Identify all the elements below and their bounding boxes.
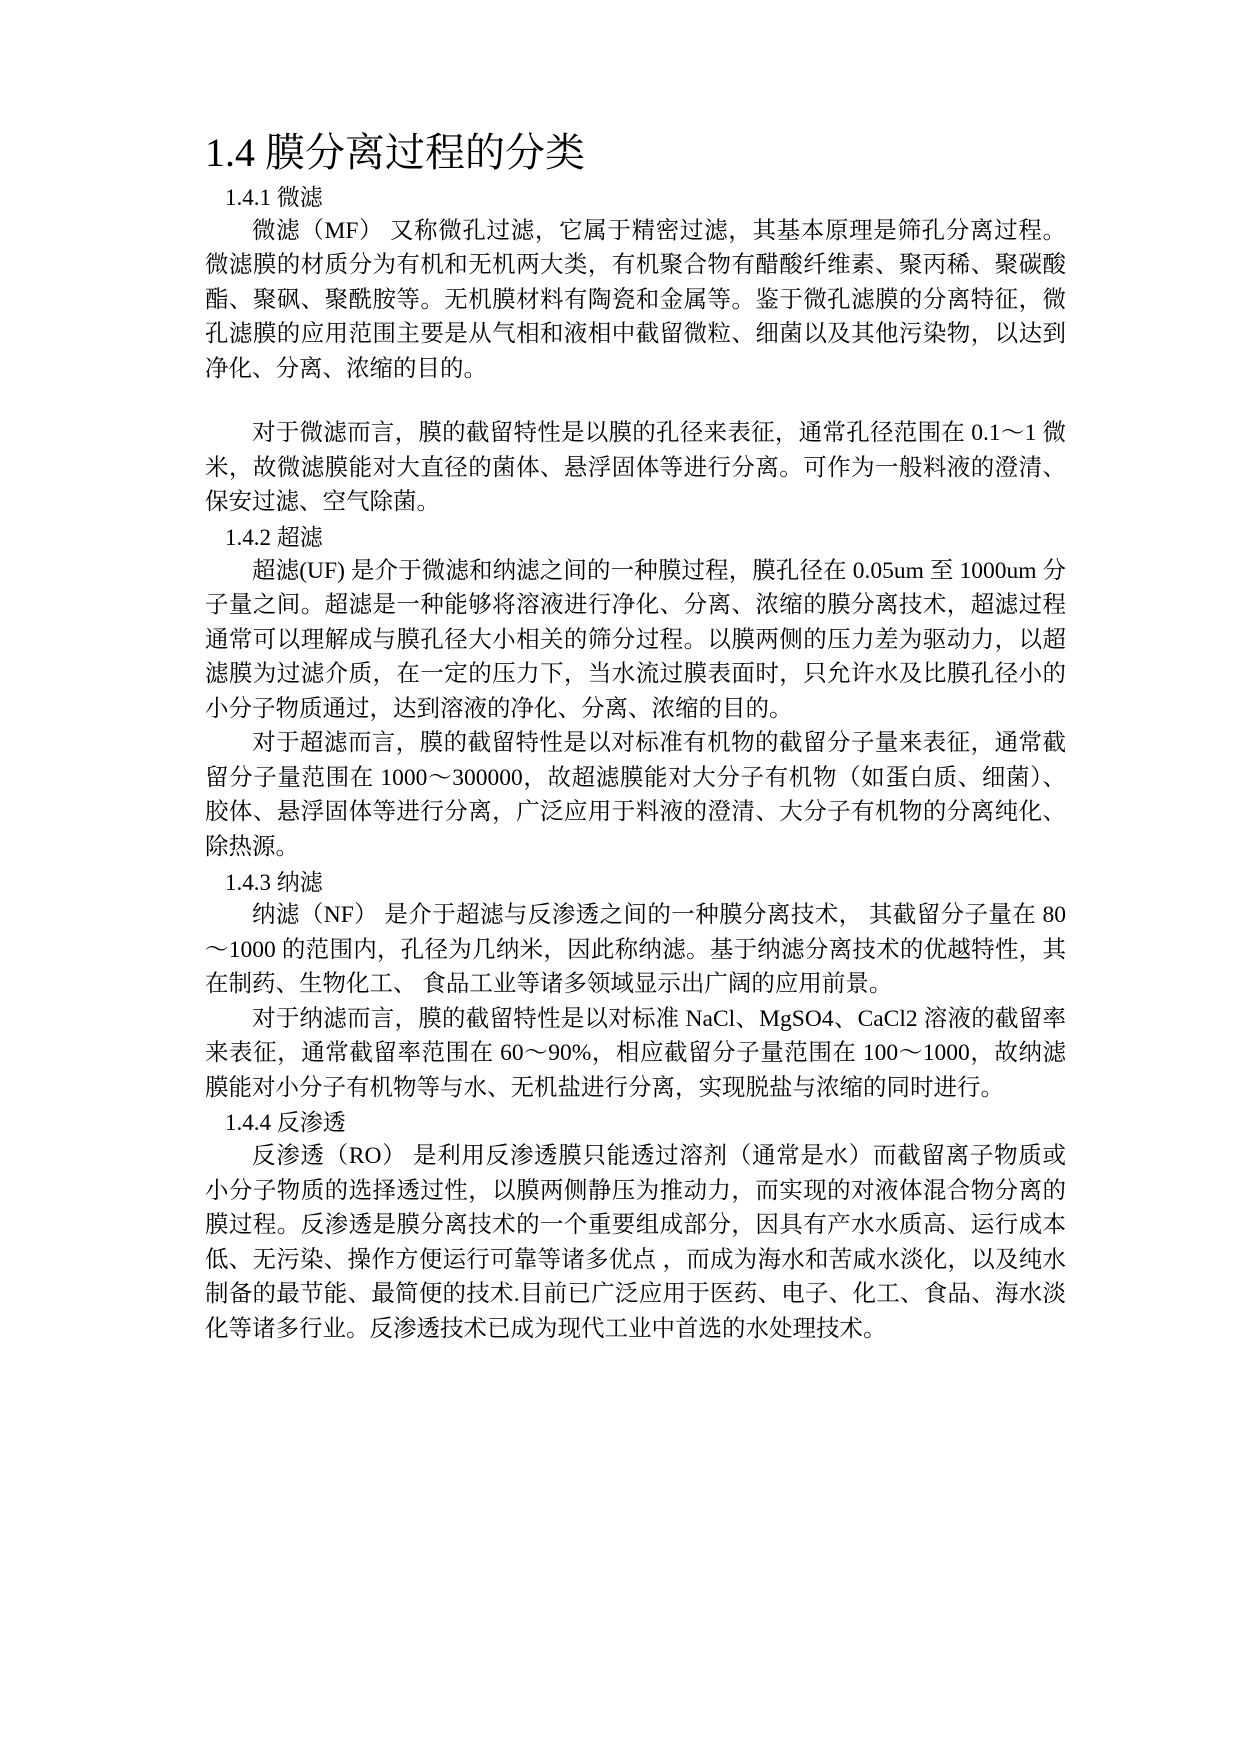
- page-title: 1.4 膜分离过程的分类: [205, 130, 585, 175]
- section-2-paragraph-1: 超滤(UF) 是介于微滤和纳滤之间的一种膜过程，膜孔径在 0.05um 至 1000um 分子量之间。超滤是一种能够将溶液进行净化、分离、浓缩的膜分离技术，超滤过程通常可以理解成与膜孔径大小相关的筛分过程。以膜两侧的压力差为驱动力，以超滤膜为过滤介质，在一定的压力下，当水流过膜表面时，只允许水及比膜孔径小的小分子物质通过，达到溶液的净化、分离、浓缩的目的。: [205, 557, 1066, 722]
- paragraph-spacer: [205, 386, 1066, 416]
- section-3-paragraph-2: 对于纳滤而言，膜的截留特性是以对标准 NaCl、MgSO4、CaCl2 溶液的截留率来表征，通常截留率范围在 60～90%，相应截留分子量范围在 100～1000，故纳滤膜能对小分子有机物等与水、无机盐进行分离，实现脱盐与浓缩的同时进行。: [205, 1005, 1066, 1101]
- section-heading-3: 1.4.3 纳滤: [225, 869, 323, 895]
- section-2-paragraph-2: 对于超滤而言，膜的截留特性是以对标准有机物的截留分子量来表征，通常截留分子量范围在 1000～300000，故超滤膜能对大分子有机物（如蛋白质、细菌）、胶体、悬浮固体等进行分离，广泛应用于料液的澄清、大分子有机物的分离纯化、除热源。: [205, 730, 1066, 860]
- section-heading-1: 1.4.1 微滤: [225, 185, 323, 210]
- section-heading-2: 1.4.2 超滤: [225, 524, 323, 550]
- section-4-paragraph-1: 反渗透（RO） 是利用反渗透膜只能透过溶剂（通常是水）而截留离子物质或小分子物质的选择透过性，以膜两侧静压为推动力，而实现的对液体混合物分离的膜过程。反渗透是膜分离技术的一个重要组成部分，因具有产水水质高、运行成本低、无污染、操作方便运行可靠等诸多优点 ，而成为海水和苦咸水淡化，以及纯水制备的最节能、最简便的技术.目前已广泛应用于医药、电子、化工、食品、海水淡化等诸多行业。反渗透技术已成为现代工业中首选的水处理技术。: [205, 1143, 1066, 1342]
- section-3-paragraph-1: 纳滤（NF） 是介于超滤与反渗透之间的一种膜分离技术， 其截留分子量在 80～1000 的范围内，孔径为几纳米，因此称纳滤。基于纳滤分离技术的优越特性，其在制药、生物化工、 食品工业等诸多领域显示出广阔的应用前景。: [205, 902, 1066, 998]
- section-heading-4: 1.4.4 反渗透: [225, 1110, 346, 1136]
- section-1-paragraph-1: 微滤（MF） 又称微孔过滤，它属于精密过滤，其基本原理是筛孔分离过程。微滤膜的材质分为有机和无机两大类，有机聚合物有醋酸纤维素、聚丙稀、聚碳酸酯、聚砜、聚酰胺等。无机膜材料有陶瓷和金属等。鉴于微孔滤膜的分离特征，微孔滤膜的应用范围主要是从气相和液相中截留微粒、细菌以及其他污染物，以达到净化、分离、浓缩的目的。: [205, 217, 1066, 382]
- section-1-paragraph-2: 对于微滤而言，膜的截留特性是以膜的孔径来表征，通常孔径范围在 0.1～1 微米，故微滤膜能对大直径的菌体、悬浮固体等进行分离。可作为一般料液的澄清、保安过滤、空气除菌。: [205, 420, 1066, 516]
